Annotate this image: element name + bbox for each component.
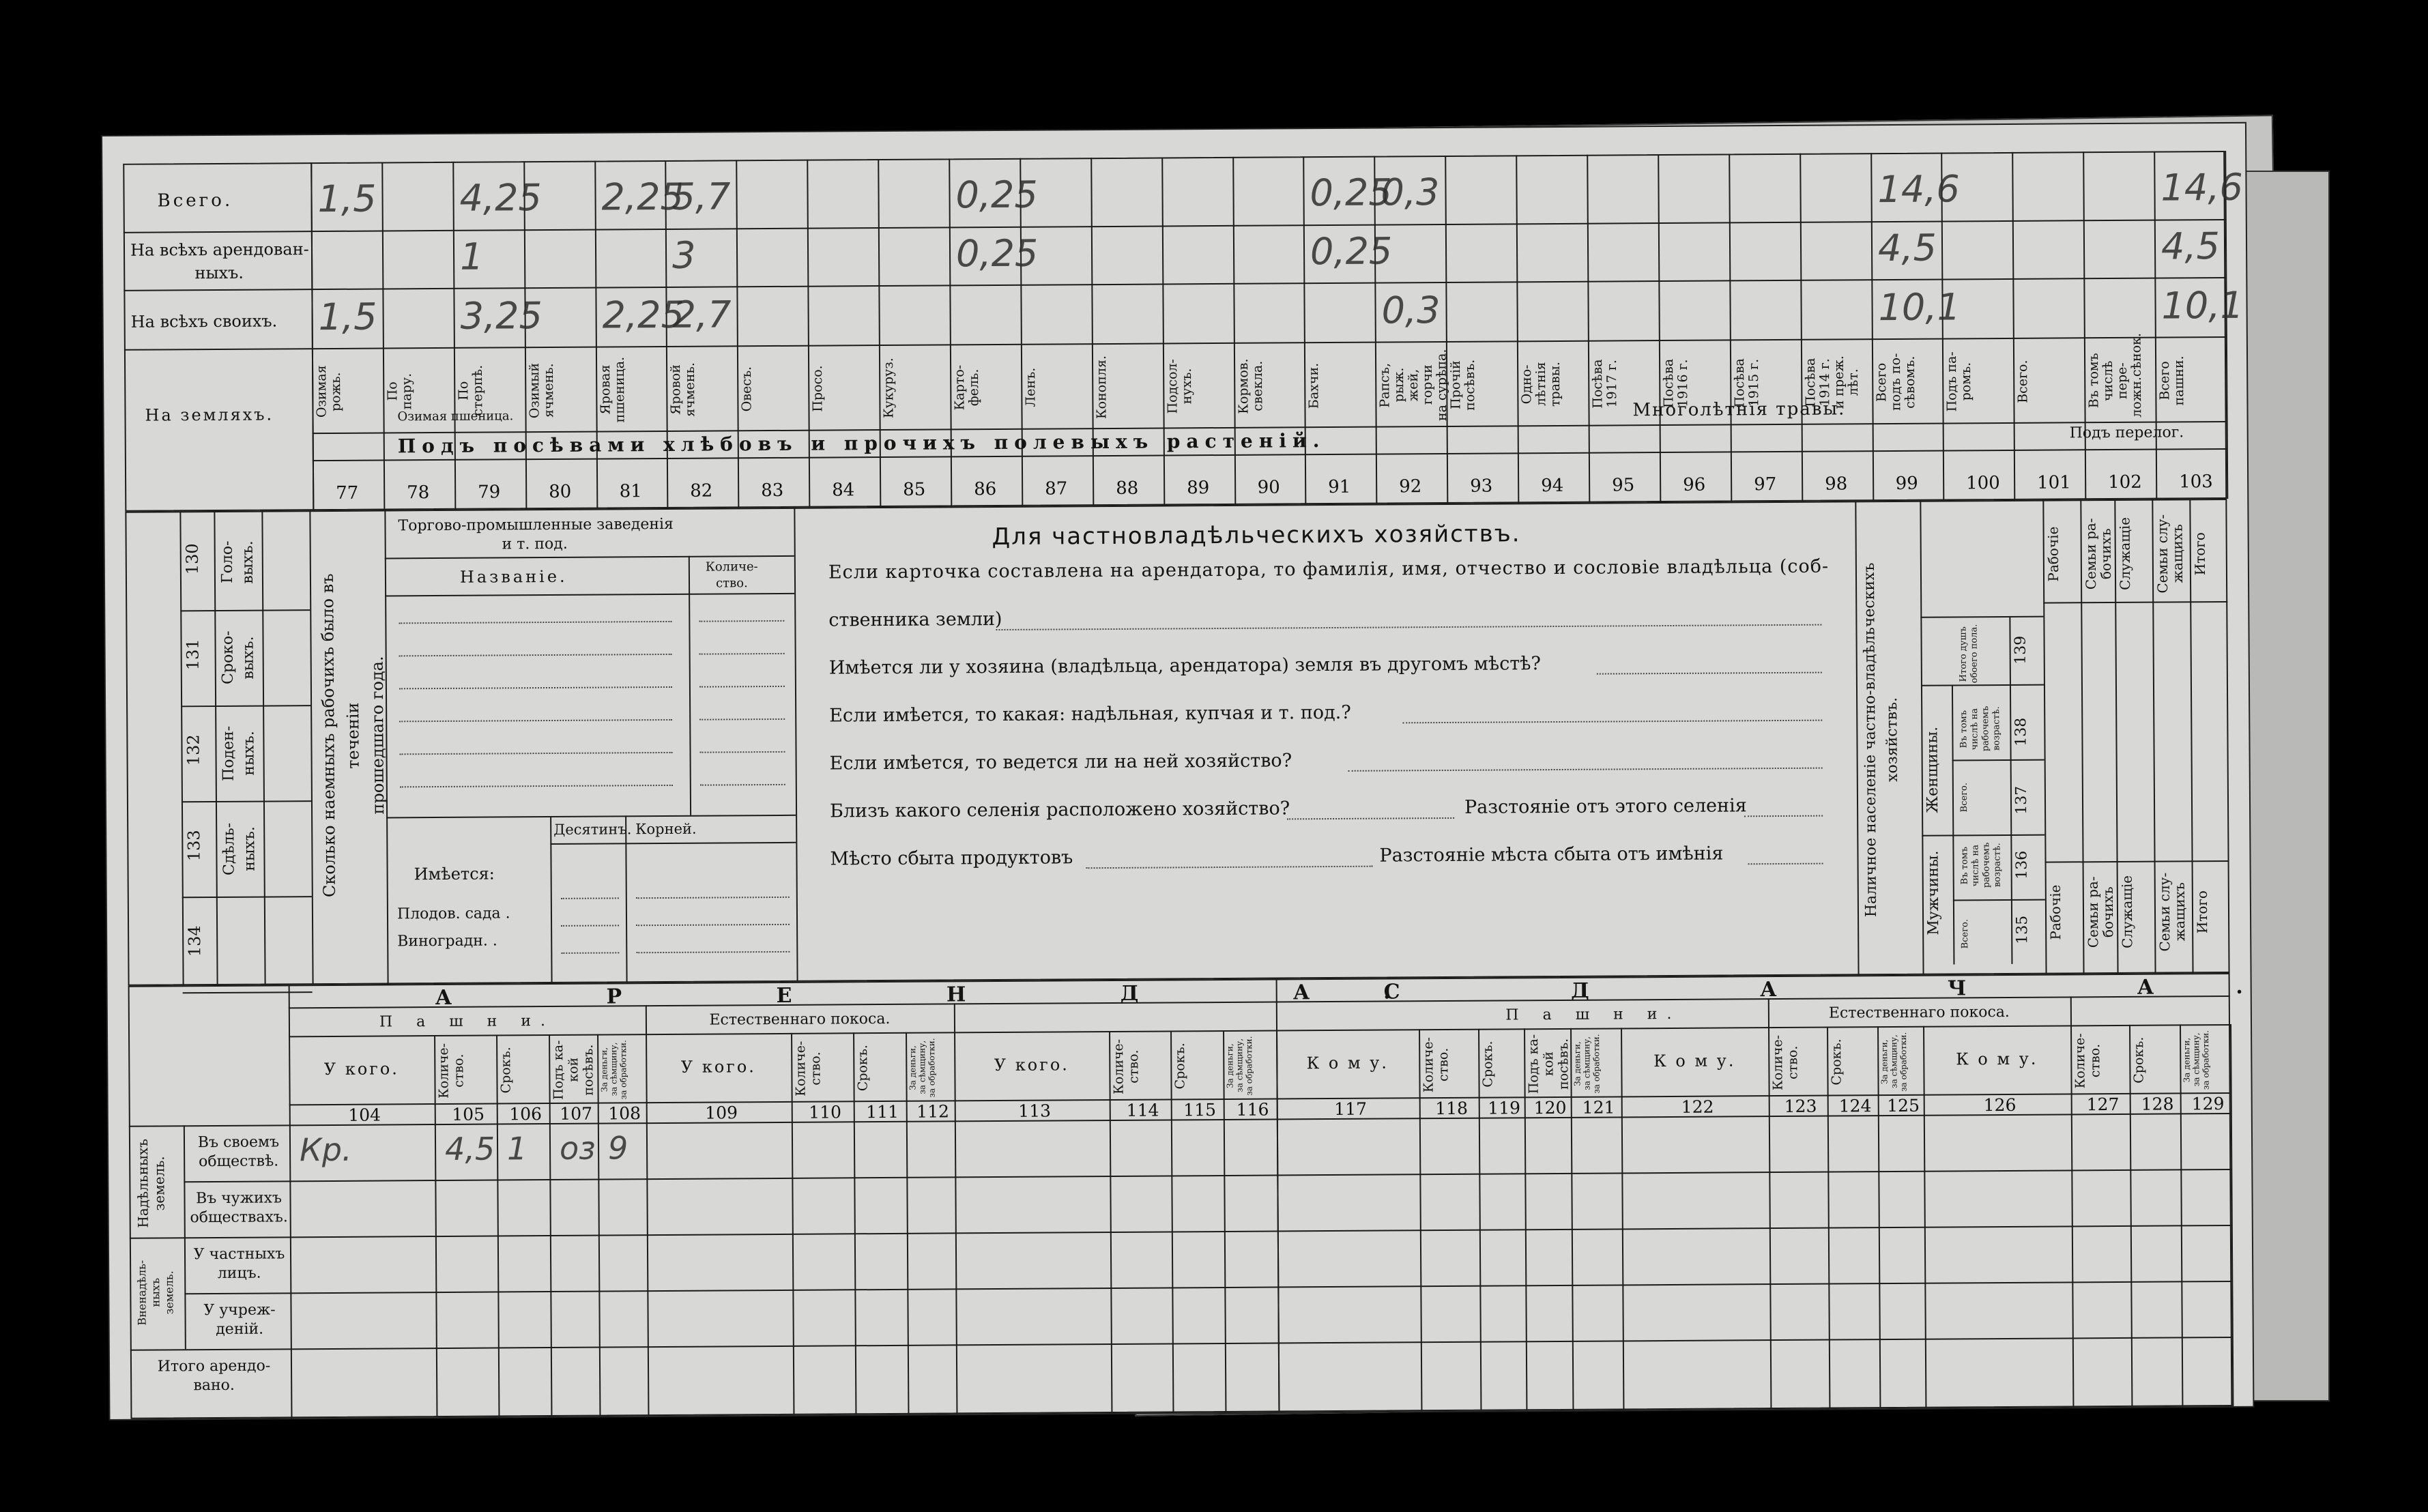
garden-vineyard: Виноградн. .	[397, 932, 497, 950]
col-number: 84	[832, 480, 855, 501]
handwritten-value: 0,25	[955, 173, 1038, 217]
crop-header: Конопля.	[1093, 355, 1110, 419]
livestock-number: 133	[184, 830, 204, 862]
lease-group-divider	[2070, 996, 2072, 1025]
col-number: 79	[478, 482, 501, 503]
population-col-header: Итого	[2191, 532, 2208, 575]
handwritten-value: 1,5	[317, 177, 377, 221]
crop-header: Посѣва 1916 г.	[1661, 358, 1691, 409]
handwritten-value: 10,1	[2161, 283, 2244, 328]
lease-col-header: Срокъ.	[1829, 1038, 1845, 1086]
lease-group-vnenadel: Вненадѣль- ныхъ земель.	[135, 1260, 176, 1326]
lease-col-number: 107	[560, 1103, 593, 1124]
lease-col-number: 122	[1681, 1096, 1714, 1117]
handwritten-value: 14,6	[2160, 165, 2243, 209]
crop-header: Подсол- нухъ.	[1165, 359, 1195, 414]
crop-header: Озимая рожь.	[314, 365, 344, 418]
population-men: Мужчины.	[1924, 850, 1943, 935]
lease-group-nadel: Надѣльныхъ земель.	[134, 1139, 168, 1229]
lease-col-number: 123	[1784, 1096, 1817, 1116]
crop-header: Яровой ячмень.	[668, 362, 698, 417]
livestock-label: Сдѣль- ныхъ.	[220, 822, 259, 875]
lease-col-header: Количе- ство.	[2072, 1032, 2103, 1088]
handwritten-value: 10,1	[1878, 285, 1961, 330]
population-col-footer: Рабочiе	[2047, 885, 2064, 941]
livestock-number: 134	[185, 925, 205, 957]
crop-header: Яровая пшеница.	[598, 357, 628, 423]
lease-col-number: 119	[1488, 1098, 1521, 1118]
livestock-label: Поден- ныхъ.	[220, 725, 258, 781]
handwritten-value: 4,25	[459, 176, 542, 220]
crop-header: Посѣва 1914 г. и преж. лѣт.	[1803, 355, 1862, 409]
row-label-total: Всего.	[157, 190, 233, 212]
col-number: 81	[619, 481, 642, 502]
lease-col-number: 120	[1533, 1097, 1567, 1118]
handwritten-value: 4,5	[2160, 224, 2221, 268]
handwritten-value: 2,25	[601, 175, 684, 219]
workers-question: Сколько наемныхъ рабочихъ было въ теченiи прошедшаго года.	[317, 573, 388, 898]
crop-header: Всего подъ по- сѣвомъ.	[1874, 353, 1918, 411]
lease-col-header: Подъ ка- кой посѣвъ.	[1526, 1034, 1572, 1094]
crop-header: Рапсъ, рыж. жей, горчи на сурѣпа.	[1377, 349, 1450, 421]
lease-row-label: У частныхъ лицъ.	[193, 1245, 285, 1282]
col-number: 95	[1612, 475, 1635, 496]
lease-col-number: 124	[1838, 1096, 1872, 1116]
col-number: 103	[2179, 471, 2213, 493]
private-q5b: Разстоянiе отъ этого селенiя	[1464, 795, 1747, 818]
col-number: 98	[1825, 474, 1848, 495]
handwritten-value: 5,7	[671, 175, 731, 218]
lease-col-number: 126	[1983, 1094, 2017, 1116]
lease-col-header: У кого.	[680, 1057, 756, 1077]
livestock-label: Голо- выхъ.	[218, 540, 257, 584]
lease-col-header: К о м у.	[1956, 1049, 2038, 1069]
lease-col-header: Подъ ка- кой посѣвъ.	[551, 1040, 596, 1100]
lease-group-header: Естественнаго покоса.	[709, 1010, 891, 1029]
col-number: 88	[1116, 478, 1139, 499]
trade-lines	[102, 123, 2245, 136]
garden-dess-header: Десятинъ.	[553, 821, 632, 838]
lease-col-header: За деньги, за сѣмщину, за обработки.	[1572, 1034, 1602, 1094]
crop-header: Всего.	[2015, 360, 2031, 403]
population-col-header: Рабочiе	[2044, 527, 2062, 583]
col-number: 91	[1328, 476, 1351, 498]
col-number: 101	[2037, 472, 2071, 493]
population-col-header: Семьи ра- бочихъ	[2082, 518, 2115, 590]
crop-header: Посѣва 1917 г.	[1590, 359, 1620, 409]
crop-header: Карто- фель.	[952, 364, 982, 411]
crop-header: По пару.	[385, 373, 415, 410]
livestock-number: 130	[182, 543, 202, 575]
lease-row-label: Въ чужихъ обществахъ.	[190, 1189, 288, 1227]
handwritten-value: 1,5	[318, 295, 377, 339]
garden-roots-header: Корней.	[635, 820, 697, 838]
col-number: 99	[1895, 473, 1918, 494]
lease-col-header: Срокъ.	[1172, 1043, 1188, 1090]
handwritten-value: 0,25	[1310, 229, 1393, 274]
lease-col-header: Количе- ство.	[1111, 1038, 1142, 1094]
arenda-title: А Р Е Н Д А.	[435, 979, 1464, 1011]
population-number: 135	[2014, 915, 2032, 944]
private-q2: Имѣется ли у хозяина (владѣльца, арендатора) земля въ другомъ мѣстѣ?	[828, 653, 1542, 679]
lease-col-number: 118	[1435, 1098, 1469, 1119]
lease-col-header: У кого.	[994, 1055, 1069, 1075]
lease-handwritten-value: оз	[559, 1129, 596, 1167]
lease-group-divider	[954, 1003, 955, 1032]
lease-row-label-total: Итого арендо- вано.	[157, 1357, 271, 1395]
crop-header: Бахчи.	[1306, 362, 1322, 409]
trade-title: Торгово-промышленные заведенiя и т. под.	[398, 515, 674, 553]
col-number: 92	[1399, 476, 1422, 497]
lease-col-number: 125	[1887, 1095, 1920, 1116]
garden-has: Имѣется:	[414, 864, 495, 884]
population-women: Женщины.	[1924, 727, 1942, 814]
crop-header: Кукуруз.	[881, 358, 897, 419]
lease-col-number: 114	[1126, 1100, 1159, 1120]
lease-col-header: За деньги, за сѣмщину, за обработки.	[1879, 1032, 1909, 1092]
lease-col-header: За деньги, за сѣмщину, за обработки.	[1225, 1036, 1254, 1096]
lease-col-header: К о м у.	[1306, 1053, 1389, 1073]
population-col-footer: Служащiе	[2118, 875, 2136, 949]
lease-col-header: Срокъ.	[2131, 1036, 2147, 1084]
col-number: 94	[1541, 475, 1564, 497]
lease-row-label: У учреж- денiй.	[203, 1301, 276, 1339]
lease-col-number: 115	[1183, 1100, 1217, 1120]
population-number: 137	[2012, 785, 2031, 815]
sdacha-title: С Д А Ч А.	[1383, 974, 2325, 1004]
lease-col-number: 121	[1582, 1097, 1615, 1118]
handwritten-value: 0,25	[1310, 171, 1392, 215]
lease-col-number: 128	[2141, 1094, 2174, 1114]
handwritten-value: 4,5	[1877, 226, 1937, 270]
trade-qty-header: Количе- ство.	[705, 559, 758, 591]
private-q6a: Мѣсто сбыта продуктовъ	[830, 847, 1073, 870]
lease-col-number: 111	[866, 1101, 899, 1122]
crop-header: Ленъ.	[1023, 367, 1039, 407]
handwritten-value: 3,25	[460, 294, 543, 338]
handwritten-value: 14,6	[1877, 167, 1960, 212]
lease-group-header: П а ш н и.	[379, 1012, 555, 1031]
lease-col-number: 105	[452, 1104, 485, 1124]
handwritten-value: 2,25	[602, 293, 685, 337]
lease-col-number: 109	[705, 1103, 738, 1123]
band-title: Подъ посѣвами хлѣбовъ и прочихъ полевыхъ растенiй.	[397, 429, 1326, 458]
row-label-own: На всѣхъ своихъ.	[130, 311, 278, 332]
trade-name-header: Названiе.	[459, 566, 568, 587]
lease-group-header: Естественнаго покоса.	[1828, 1003, 2010, 1022]
population-number: 139	[2012, 635, 2029, 665]
population-col-footer: Итого	[2193, 890, 2211, 933]
lease-handwritten-value: Кр.	[299, 1131, 352, 1169]
lease-col-header: За деньги, за сѣмщину, за обработки.	[599, 1039, 628, 1100]
lease-handwritten-value: 4,5	[444, 1130, 495, 1167]
population-col-footer: Семьи ра- бочихъ	[2084, 876, 2117, 948]
crop-header: Одно- лѣтнiя травы.	[1519, 361, 1563, 407]
lease-group-divider	[1768, 998, 1769, 1027]
lease-col-header: У кого.	[323, 1059, 399, 1079]
col-number: 93	[1470, 476, 1493, 497]
col-number: 96	[1683, 474, 1706, 495]
lease-col-number: 116	[1236, 1099, 1269, 1120]
col-number: 78	[407, 482, 430, 504]
lease-col-header: Срокъ.	[855, 1045, 871, 1092]
col-number: 102	[2108, 471, 2142, 493]
private-q1a: Если карточка составлена на арендатора, то фамилiя, имя, отчество и сословiе владѣльца (соб-	[828, 555, 1830, 583]
subgroup-grass: Многолѣтнiя травы.	[1632, 398, 1846, 421]
crop-header: По стерпѣ.	[456, 365, 486, 417]
crop-header: Посѣва 1915 г.	[1732, 358, 1762, 408]
lease-handwritten-value: 1	[506, 1130, 527, 1167]
lease-col-number: 106	[509, 1104, 543, 1124]
lease-col-header: Количе- ство.	[436, 1043, 467, 1099]
crop-header: Кормов. свекла.	[1236, 358, 1266, 414]
handwritten-value: 0,3	[1381, 289, 1441, 332]
lease-group-header: П а ш н и.	[1505, 1005, 1681, 1024]
handwritten-value: 1	[459, 235, 484, 278]
col-number: 90	[1257, 477, 1280, 498]
col-number: 100	[1966, 473, 2000, 494]
lease-col-header: Срокъ.	[1480, 1041, 1496, 1088]
private-q5a: Близъ какого селенiя расположено хозяйство?	[829, 798, 1290, 822]
lease-col-number: 127	[2086, 1094, 2120, 1115]
census-card	[102, 123, 2325, 1419]
private-q1b: ственника земли)	[828, 608, 1002, 631]
col-number: 83	[761, 480, 784, 501]
population-label: Въ томъ числѣ на рабочемъ возрастѣ.	[1959, 706, 2002, 752]
handwritten-value: 0,25	[955, 231, 1039, 276]
lease-col-number: 108	[608, 1103, 641, 1124]
col-number: 82	[690, 480, 713, 501]
lease-handwritten-value: 9	[607, 1129, 628, 1167]
lease-col-number: 112	[916, 1101, 950, 1122]
lease-col-number: 113	[1018, 1101, 1052, 1121]
lease-col-header: Количе- ство.	[1421, 1036, 1451, 1092]
population-number: 138	[2012, 717, 2030, 746]
subgroup-fallow: Подъ перелог.	[2069, 424, 2184, 442]
col-number: 85	[903, 479, 926, 500]
livestock-label: Сроко- выхъ.	[219, 630, 257, 685]
lease-col-header: За деньги, за сѣмщину, за обработки.	[908, 1037, 937, 1098]
row-label-lands: На земляхъ.	[145, 405, 274, 425]
handwritten-value: 3	[671, 233, 696, 277]
private-q3: Если имѣется, то какая: надѣльная, купчая и т. под.?	[829, 701, 1351, 727]
population-col-footer: Семьи слу- жащихъ	[2156, 872, 2188, 952]
lease-col-header: За деньги, за сѣмщину, за обработки.	[2182, 1030, 2211, 1090]
population-number: 136	[2013, 850, 2031, 879]
lease-col-number: 117	[1334, 1099, 1368, 1119]
lease-row-label: Въ своемъ обществѣ.	[197, 1133, 280, 1171]
private-q4: Если имѣется, то ведется ли на ней хозяйство?	[829, 750, 1292, 774]
handwritten-value: 2,7	[672, 293, 732, 336]
row-label-rented: На всѣхъ арендован- ныхъ.	[130, 239, 309, 283]
private-title: Для частновладѣльческихъ хозяйствъ.	[992, 520, 1521, 551]
population-label: Итого душъ обоего пола.	[1958, 624, 1980, 684]
crop-header: Въ томъ числѣ пере- ложн.сѣнок.	[2085, 332, 2145, 418]
crop-header: Всего пашни.	[2157, 355, 2187, 405]
col-number: 80	[549, 481, 572, 503]
population-col-header: Служащiе	[2116, 517, 2134, 591]
lease-col-header: Срокъ.	[498, 1047, 514, 1094]
col-number: 77	[336, 482, 359, 504]
lease-group-divider	[646, 1005, 647, 1034]
population-label: Всего.	[1959, 782, 1970, 813]
lease-col-number: 129	[2191, 1094, 2225, 1114]
livestock-number: 132	[184, 734, 203, 766]
lease-col-number: 110	[809, 1102, 842, 1122]
private-q6b: Разстоянiе мѣста сбыта отъ имѣнiя	[1379, 843, 1724, 867]
population-label: Всего.	[1960, 918, 1971, 949]
lease-col-header: К о м у.	[1653, 1051, 1736, 1071]
livestock-number: 131	[183, 639, 203, 671]
col-number: 89	[1187, 478, 1210, 499]
handwritten-value: 0,3	[1381, 171, 1440, 214]
crop-header: Прочiй посѣвъ.	[1448, 359, 1478, 411]
population-col-header: Семьи слу- жащихъ	[2154, 514, 2186, 594]
population-title: Наличное населенiе частно-владѣльческихъ хозяйствъ.	[1860, 562, 1901, 918]
crop-header: Подъ па- ромъ.	[1943, 351, 1974, 412]
lease-col-header: Количе- ство.	[793, 1041, 824, 1096]
col-number: 97	[1754, 474, 1777, 495]
subgroup-wheat: Озимая пшеница.	[397, 409, 514, 424]
crop-header: Овесъ.	[739, 366, 755, 412]
lease-col-header: Количе- ство.	[1770, 1034, 1801, 1090]
col-number: 86	[974, 479, 997, 500]
crop-header: Озимый ячмень.	[527, 362, 557, 418]
crop-header: Просо.	[810, 365, 826, 412]
population-label: Въ томъ числѣ на рабочемъ возрастѣ.	[1959, 842, 2003, 888]
garden-orchard: Плодов. сада .	[396, 905, 510, 923]
col-number: 87	[1045, 478, 1068, 499]
lease-col-number: 104	[348, 1105, 381, 1125]
